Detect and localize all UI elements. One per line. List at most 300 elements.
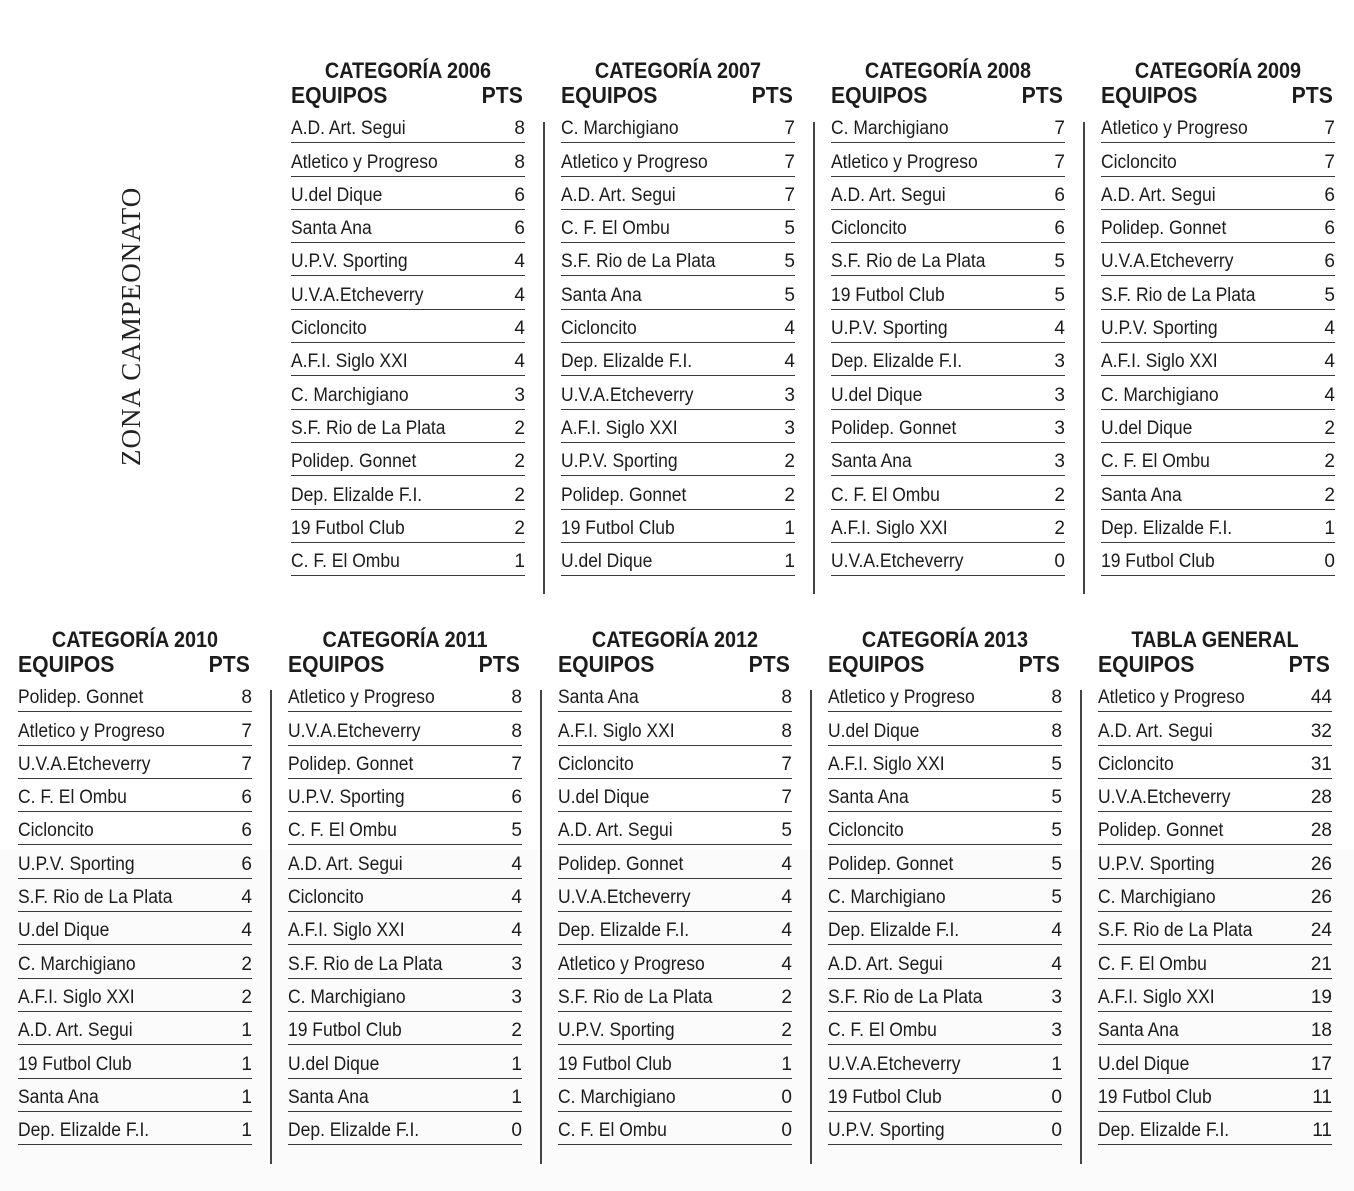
team-points: 21 (1310, 953, 1332, 975)
table-row (831, 243, 1065, 276)
team-name: Atletico y Progreso (291, 151, 438, 173)
team-points: 7 (241, 720, 252, 742)
table-row (1098, 945, 1332, 978)
table-row (561, 476, 795, 509)
team-points: 26 (1310, 887, 1332, 909)
team-points: 7 (784, 184, 795, 206)
team-name: A.D. Art. Segui (831, 184, 946, 206)
table-rows (558, 679, 792, 1145)
team-name: Santa Ana (1101, 484, 1182, 506)
table-row (288, 746, 522, 779)
team-name: U.V.A.Etcheverry (561, 384, 694, 406)
team-points: 5 (1051, 753, 1062, 775)
team-points: 6 (241, 787, 252, 809)
table-row (1098, 1079, 1332, 1112)
team-name: S.F. Rio de La Plata (828, 986, 983, 1008)
team-name: Cicloncito (18, 820, 94, 842)
table-row (288, 945, 522, 978)
team-points: 7 (241, 753, 252, 775)
table-row (561, 543, 795, 576)
team-points: 0 (511, 1120, 522, 1142)
team-points: 7 (784, 118, 795, 140)
team-name: Cicloncito (828, 820, 904, 842)
team-points: 4 (1054, 318, 1065, 340)
table-row (291, 443, 525, 476)
table-row (831, 110, 1065, 143)
team-points: 2 (781, 1020, 792, 1042)
team-name: Polidep. Gonnet (288, 753, 414, 775)
table-row (1098, 1045, 1332, 1078)
team-points: 2 (514, 484, 525, 506)
table-row (561, 343, 795, 376)
points-column-header: PTS (1288, 651, 1330, 677)
table-rows (288, 679, 522, 1145)
table-row (831, 210, 1065, 243)
team-name: Cicloncito (561, 318, 637, 340)
team-points: 4 (781, 887, 792, 909)
team-name: C. Marchigiano (561, 118, 679, 140)
team-name: Santa Ana (1098, 1020, 1179, 1042)
team-points: 2 (784, 484, 795, 506)
table-row (18, 712, 252, 745)
team-name: S.F. Rio de La Plata (18, 887, 173, 909)
team-name: U.P.V. Sporting (288, 787, 405, 809)
team-points: 4 (241, 920, 252, 942)
table-row (291, 143, 525, 176)
team-points: 7 (781, 753, 792, 775)
team-points: 4 (781, 953, 792, 975)
table-rows (1098, 679, 1332, 1145)
table-row (288, 1112, 522, 1145)
column-divider (810, 690, 812, 1164)
table-row (291, 276, 525, 309)
team-name: Santa Ana (561, 284, 642, 306)
team-points: 0 (781, 1120, 792, 1142)
table-row (561, 210, 795, 243)
team-name: Santa Ana (291, 218, 372, 240)
team-points: 7 (1054, 151, 1065, 173)
team-name: U.P.V. Sporting (18, 853, 135, 875)
team-name: U.V.A.Etcheverry (828, 1053, 961, 1075)
category-title: CATEGORÍA 2011 (322, 627, 488, 652)
team-name: U.P.V. Sporting (1098, 853, 1215, 875)
team-name: S.F. Rio de La Plata (831, 251, 986, 273)
team-name: A.D. Art. Segui (828, 953, 943, 975)
team-points: 4 (1324, 318, 1335, 340)
table-row (831, 143, 1065, 176)
table-row (1098, 912, 1332, 945)
table-row (291, 510, 525, 543)
team-name: Dep. Elizalde F.I. (561, 351, 693, 373)
table-row (558, 945, 792, 978)
team-name: Santa Ana (558, 687, 639, 709)
team-points: 1 (511, 1053, 522, 1075)
table-row (831, 510, 1065, 543)
team-name: Cicloncito (288, 887, 364, 909)
team-name: Dep. Elizalde F.I. (291, 484, 423, 506)
table-row (291, 177, 525, 210)
team-points: 2 (514, 451, 525, 473)
team-points: 11 (1312, 1086, 1332, 1108)
table-row (558, 879, 792, 912)
team-name: C. F. El Ombu (1101, 451, 1210, 473)
table-header (561, 82, 793, 112)
table-row (1098, 712, 1332, 745)
team-points: 1 (514, 551, 525, 573)
table-header (828, 651, 1060, 681)
team-name: C. Marchigiano (1098, 887, 1216, 909)
table-row (828, 1079, 1062, 1112)
table-row (18, 979, 252, 1012)
team-points: 1 (241, 1086, 252, 1108)
table-row (831, 543, 1065, 576)
table-row (291, 110, 525, 143)
column-divider (543, 122, 545, 594)
team-points: 0 (1054, 551, 1065, 573)
team-points: 3 (1051, 986, 1062, 1008)
team-points: 28 (1310, 820, 1332, 842)
team-name: U.V.A.Etcheverry (288, 720, 421, 742)
team-points: 4 (511, 887, 522, 909)
table-header (288, 651, 520, 681)
team-name: C. F. El Ombu (291, 551, 400, 573)
table-row (288, 879, 522, 912)
team-name: Dep. Elizalde F.I. (558, 920, 690, 942)
table-row (18, 879, 252, 912)
team-name: 19 Futbol Club (291, 517, 405, 539)
team-points: 6 (1324, 218, 1335, 240)
table-row (288, 1045, 522, 1078)
table-row (558, 1112, 792, 1145)
team-name: U.del Dique (18, 920, 110, 942)
table-row (828, 912, 1062, 945)
team-points: 3 (784, 384, 795, 406)
team-name: C. Marchigiano (828, 887, 946, 909)
team-points: 3 (1054, 417, 1065, 439)
team-name: Polidep. Gonnet (1098, 820, 1224, 842)
team-name: Polidep. Gonnet (291, 451, 417, 473)
points-column-header: PTS (748, 651, 790, 677)
table-row (828, 679, 1062, 712)
team-name: A.D. Art. Segui (558, 820, 673, 842)
table-row (18, 1012, 252, 1045)
team-points: 5 (784, 251, 795, 273)
teams-column-header: EQUIPOS (561, 82, 658, 108)
team-name: Dep. Elizalde F.I. (831, 351, 963, 373)
teams-column-header: EQUIPOS (291, 82, 388, 108)
team-points: 4 (1324, 351, 1335, 373)
team-points: 8 (514, 118, 525, 140)
teams-column-header: EQUIPOS (18, 651, 115, 677)
table-row (558, 845, 792, 878)
team-points: 3 (784, 417, 795, 439)
team-points: 0 (781, 1086, 792, 1108)
team-points: 1 (241, 1020, 252, 1042)
table-rows (1101, 110, 1335, 576)
table-row (291, 410, 525, 443)
team-points: 8 (1051, 687, 1062, 709)
team-points: 6 (1324, 184, 1335, 206)
team-name: Atletico y Progreso (561, 151, 708, 173)
table-row (558, 1045, 792, 1078)
team-points: 4 (781, 853, 792, 875)
team-name: C. Marchigiano (291, 384, 409, 406)
team-points: 4 (1051, 953, 1062, 975)
team-points: 4 (511, 853, 522, 875)
team-points: 1 (784, 551, 795, 573)
team-points: 2 (1324, 451, 1335, 473)
table-row (288, 812, 522, 845)
column-divider (1080, 690, 1082, 1164)
table-row (828, 779, 1062, 812)
team-points: 4 (781, 920, 792, 942)
table-row (18, 912, 252, 945)
team-name: Dep. Elizalde F.I. (1101, 517, 1233, 539)
category-title: TABLA GENERAL (1131, 627, 1299, 652)
points-column-header: PTS (478, 651, 520, 677)
table-row (1101, 243, 1335, 276)
team-name: Cicloncito (1098, 753, 1174, 775)
table-row (558, 712, 792, 745)
team-points: 11 (1312, 1120, 1332, 1142)
team-name: Dep. Elizalde F.I. (288, 1120, 420, 1142)
table-row (291, 243, 525, 276)
table-row (831, 476, 1065, 509)
team-name: U.V.A.Etcheverry (1101, 251, 1234, 273)
table-rows (291, 110, 525, 576)
category-title: CATEGORÍA 2007 (594, 58, 762, 83)
table-row (291, 376, 525, 409)
category-title: CATEGORÍA 2009 (1134, 58, 1302, 83)
team-name: 19 Futbol Club (18, 1053, 132, 1075)
team-points: 8 (511, 687, 522, 709)
team-points: 2 (241, 986, 252, 1008)
team-name: Polidep. Gonnet (18, 687, 144, 709)
team-points: 5 (781, 820, 792, 842)
points-column-header: PTS (481, 82, 523, 108)
table-row (291, 543, 525, 576)
category-title: CATEGORÍA 2008 (864, 58, 1032, 83)
table-rows (828, 679, 1062, 1145)
table-row (291, 343, 525, 376)
team-points: 24 (1310, 920, 1332, 942)
team-name: Santa Ana (18, 1086, 99, 1108)
team-points: 3 (511, 986, 522, 1008)
table-row (558, 679, 792, 712)
team-points: 5 (1051, 787, 1062, 809)
team-name: U.P.V. Sporting (1101, 318, 1218, 340)
points-column-header: PTS (1018, 651, 1060, 677)
team-points: 1 (241, 1053, 252, 1075)
team-name: A.D. Art. Segui (291, 118, 406, 140)
team-points: 2 (1054, 484, 1065, 506)
team-name: A.D. Art. Segui (1098, 720, 1213, 742)
category-title: CATEGORÍA 2012 (591, 627, 759, 652)
table-row (1098, 879, 1332, 912)
team-name: S.F. Rio de La Plata (561, 251, 716, 273)
table-row (1098, 1112, 1332, 1145)
team-name: U.del Dique (288, 1053, 380, 1075)
team-name: A.F.I. Siglo XXI (1098, 986, 1215, 1008)
team-points: 5 (1054, 284, 1065, 306)
team-name: A.D. Art. Segui (18, 1020, 133, 1042)
points-column-header: PTS (208, 651, 250, 677)
team-name: C. F. El Ombu (561, 218, 670, 240)
team-points: 6 (514, 218, 525, 240)
team-points: 6 (1054, 218, 1065, 240)
team-points: 0 (1324, 551, 1335, 573)
team-points: 5 (784, 284, 795, 306)
table-row (561, 310, 795, 343)
table-row (831, 276, 1065, 309)
team-name: 19 Futbol Club (558, 1053, 672, 1075)
team-name: Atletico y Progreso (828, 687, 975, 709)
table-row (1101, 543, 1335, 576)
team-points: 3 (1054, 351, 1065, 373)
team-name: Cicloncito (558, 753, 634, 775)
teams-column-header: EQUIPOS (1101, 82, 1198, 108)
team-name: Atletico y Progreso (831, 151, 978, 173)
team-points: 3 (1051, 1020, 1062, 1042)
table-row (18, 679, 252, 712)
team-name: Dep. Elizalde F.I. (1098, 1120, 1230, 1142)
team-points: 6 (514, 184, 525, 206)
table-row (1101, 143, 1335, 176)
team-points: 6 (241, 820, 252, 842)
team-name: Atletico y Progreso (1098, 687, 1245, 709)
team-points: 6 (241, 853, 252, 875)
table-row (558, 812, 792, 845)
table-header (1098, 651, 1330, 681)
table-row (828, 1012, 1062, 1045)
team-name: A.D. Art. Segui (1101, 184, 1216, 206)
teams-column-header: EQUIPOS (828, 651, 925, 677)
team-points: 44 (1310, 687, 1332, 709)
team-points: 5 (1324, 284, 1335, 306)
points-column-header: PTS (1291, 82, 1333, 108)
team-name: Santa Ana (828, 787, 909, 809)
table-row (1098, 779, 1332, 812)
table-row (1101, 410, 1335, 443)
table-row (18, 1079, 252, 1112)
team-points: 32 (1310, 720, 1332, 742)
team-name: C. F. El Ombu (288, 820, 397, 842)
team-points: 8 (514, 151, 525, 173)
team-name: Atletico y Progreso (1101, 118, 1248, 140)
table-row (561, 110, 795, 143)
team-points: 8 (1051, 720, 1062, 742)
team-points: 2 (781, 986, 792, 1008)
team-name: U.V.A.Etcheverry (291, 284, 424, 306)
category-title: CATEGORÍA 2013 (861, 627, 1029, 652)
team-points: 4 (784, 351, 795, 373)
team-points: 0 (1051, 1086, 1062, 1108)
team-name: A.D. Art. Segui (561, 184, 676, 206)
team-name: A.F.I. Siglo XXI (831, 517, 948, 539)
team-name: U.V.A.Etcheverry (831, 551, 964, 573)
table-row (831, 376, 1065, 409)
points-column-header: PTS (751, 82, 793, 108)
team-name: C. Marchigiano (1101, 384, 1219, 406)
table-row (288, 779, 522, 812)
team-points: 6 (1054, 184, 1065, 206)
team-name: C. Marchigiano (288, 986, 406, 1008)
table-row (558, 912, 792, 945)
team-points: 7 (784, 151, 795, 173)
table-row (18, 945, 252, 978)
team-name: U.V.A.Etcheverry (558, 887, 691, 909)
table-row (558, 746, 792, 779)
table-row (1101, 343, 1335, 376)
team-name: U.P.V. Sporting (828, 1120, 945, 1142)
table-row (1098, 1012, 1332, 1045)
team-points: 5 (1051, 887, 1062, 909)
table-row (288, 912, 522, 945)
table-row (1101, 310, 1335, 343)
team-points: 4 (1324, 384, 1335, 406)
team-name: C. Marchigiano (831, 118, 949, 140)
table-row (1101, 376, 1335, 409)
team-name: Dep. Elizalde F.I. (828, 920, 960, 942)
table-row (561, 410, 795, 443)
table-row (561, 510, 795, 543)
table-row (18, 1112, 252, 1145)
team-name: U.del Dique (831, 384, 923, 406)
table-row (828, 1045, 1062, 1078)
team-name: Santa Ana (831, 451, 912, 473)
team-points: 8 (511, 720, 522, 742)
team-name: U.V.A.Etcheverry (1098, 787, 1231, 809)
team-points: 7 (1324, 151, 1335, 173)
team-points: 1 (784, 517, 795, 539)
table-header (558, 651, 790, 681)
team-name: Polidep. Gonnet (1101, 218, 1227, 240)
column-divider (1083, 122, 1085, 594)
table-header (831, 82, 1063, 112)
table-row (1098, 979, 1332, 1012)
table-row (1101, 476, 1335, 509)
team-points: 3 (1054, 384, 1065, 406)
team-points: 8 (781, 687, 792, 709)
team-name: A.F.I. Siglo XXI (18, 986, 135, 1008)
table-row (18, 779, 252, 812)
team-name: Polidep. Gonnet (561, 484, 687, 506)
table-row (828, 879, 1062, 912)
team-points: 5 (784, 218, 795, 240)
team-points: 8 (781, 720, 792, 742)
table-row (1098, 845, 1332, 878)
team-points: 7 (511, 753, 522, 775)
team-name: Cicloncito (291, 318, 367, 340)
team-name: A.F.I. Siglo XXI (828, 753, 945, 775)
zone-title: ZONA CAMPEONATO (116, 186, 146, 466)
table-row (288, 712, 522, 745)
table-row (558, 779, 792, 812)
team-name: S.F. Rio de La Plata (1098, 920, 1253, 942)
team-points: 7 (1324, 118, 1335, 140)
team-name: Polidep. Gonnet (831, 417, 957, 439)
team-points: 8 (241, 687, 252, 709)
table-row (828, 945, 1062, 978)
team-points: 3 (511, 953, 522, 975)
team-name: C. F. El Ombu (831, 484, 940, 506)
team-points: 18 (1310, 1020, 1332, 1042)
team-points: 4 (511, 920, 522, 942)
team-points: 7 (1054, 118, 1065, 140)
team-name: A.F.I. Siglo XXI (288, 920, 405, 942)
team-name: A.F.I. Siglo XXI (1101, 351, 1218, 373)
team-name: Dep. Elizalde F.I. (18, 1120, 150, 1142)
